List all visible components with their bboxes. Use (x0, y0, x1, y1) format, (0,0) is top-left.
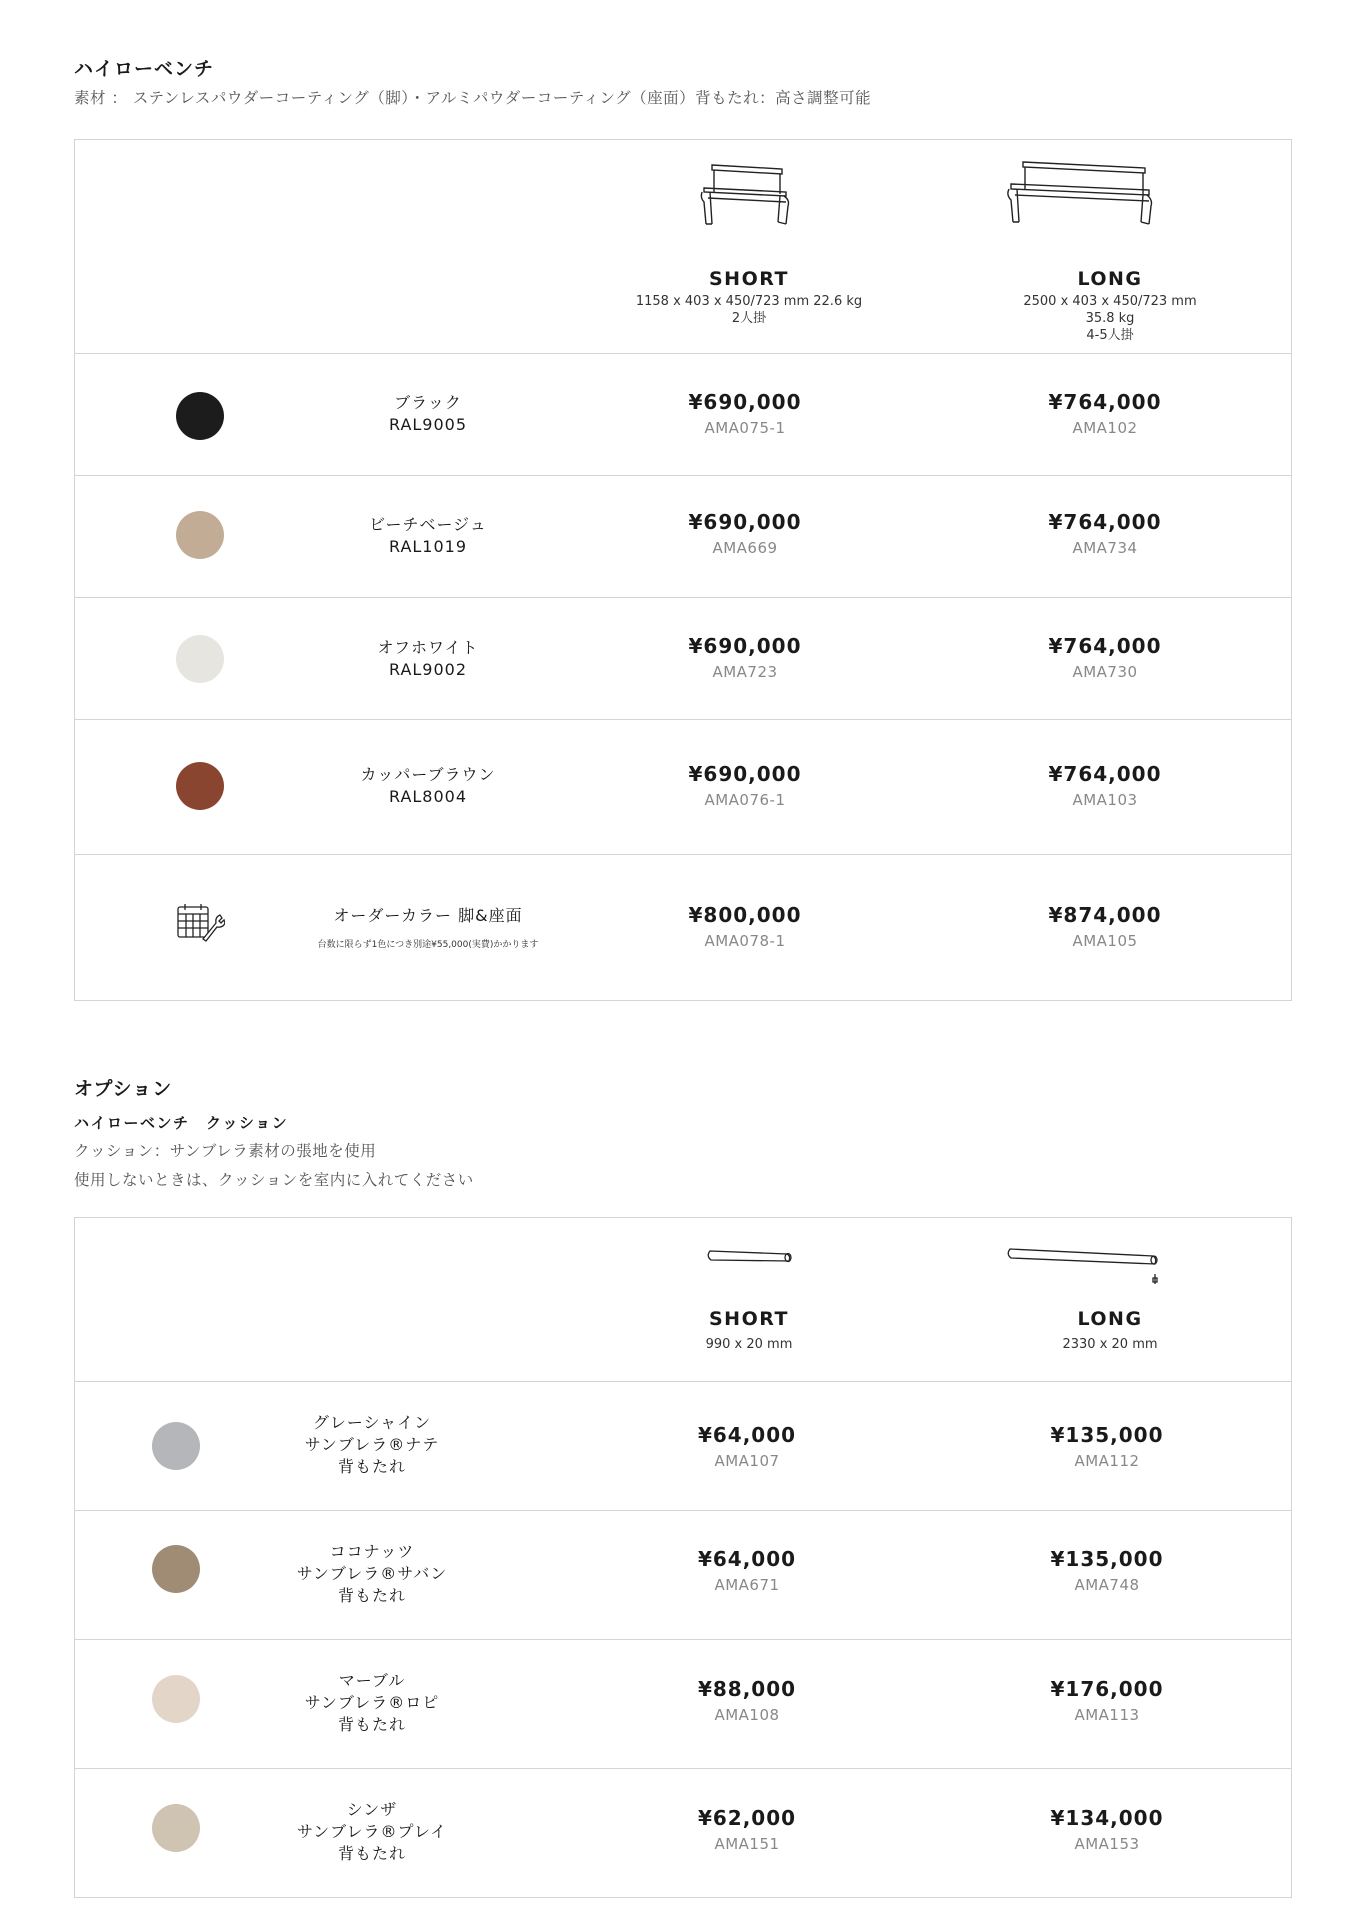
short-spec: 990 x 20 mm (705, 1337, 793, 1352)
fabric-label: マーブル サンブレラ®ロピ 背もたれ (304, 1671, 440, 1734)
long-price-cell: ¥764,000 AMA730 (1048, 634, 1162, 681)
short-cushion-illustration (705, 1248, 795, 1268)
bench-long-header (1020, 268, 1201, 344)
short-label: SHORT (709, 1308, 789, 1330)
long-cushion-illustration (1005, 1246, 1165, 1288)
option-title: オプション (74, 1078, 173, 1100)
short-seats: 2人掛 (731, 311, 767, 326)
custom-color-note: 台数に限らず1色につき別途¥55,000(実費)かかります (317, 940, 539, 950)
color-swatch (176, 762, 224, 810)
short-price-cell: ¥690,000 AMA669 (688, 510, 802, 557)
color-label: オフホワイト RAL9002 (377, 638, 479, 679)
long-seats: 4-5人掛 (1086, 328, 1134, 343)
long-spec: 2500 x 403 x 450/723 mm 35.8 kg (1023, 294, 1197, 326)
short-label: SHORT (709, 268, 789, 290)
table-row (75, 719, 1291, 855)
short-price-cell: ¥690,000 AMA075-1 (688, 390, 802, 437)
table-row (75, 475, 1291, 598)
table-row-custom (75, 854, 1291, 1002)
long-price-cell: ¥135,000 AMA748 (1050, 1547, 1164, 1594)
bench-table (74, 139, 1292, 1001)
short-price-cell: ¥690,000 AMA076-1 (688, 762, 802, 809)
fabric-swatch (152, 1675, 200, 1723)
bench-table-header (75, 140, 1291, 353)
long-price-cell: ¥764,000 AMA103 (1048, 762, 1162, 809)
fabric-label: シンザ サンブレラ®プレイ 背もたれ (296, 1800, 448, 1863)
cushion-short-header (706, 1308, 793, 1353)
table-row (75, 1510, 1291, 1640)
short-price-cell: ¥62,000 AMA151 (697, 1806, 797, 1853)
fabric-swatch (152, 1422, 200, 1470)
fabric-label: ココナッツ サンブレラ®サバン 背もたれ (296, 1542, 448, 1605)
long-price-cell: ¥764,000 AMA734 (1048, 510, 1162, 557)
long-price-cell: ¥874,000 AMA105 (1048, 903, 1162, 950)
short-price-cell: ¥800,000 AMA078-1 (688, 903, 802, 950)
cushion-long-header (1062, 1308, 1157, 1353)
color-swatch (176, 635, 224, 683)
color-label: ビーチベージュ RAL1019 (369, 515, 487, 556)
long-price-cell: ¥135,000 AMA112 (1050, 1423, 1164, 1470)
bench-short-header (636, 268, 862, 327)
option-desc-1: クッション：サンブレラ素材の張地を使用 (74, 1142, 377, 1160)
option-desc-2: 使用しないときは、クッションを室内に入れてください (74, 1171, 474, 1189)
cushion-table-header (75, 1218, 1291, 1381)
color-swatch (176, 511, 224, 559)
long-label: LONG (1077, 268, 1143, 290)
short-price-cell: ¥88,000 AMA108 (697, 1677, 797, 1724)
short-price-cell: ¥64,000 AMA107 (697, 1423, 797, 1470)
table-row (75, 1381, 1291, 1511)
short-price-cell: ¥64,000 AMA671 (697, 1547, 797, 1594)
table-row (75, 597, 1291, 720)
fabric-swatch (152, 1545, 200, 1593)
table-row (75, 353, 1291, 476)
calendar-wrench-icon (175, 901, 225, 945)
cushion-table (74, 1217, 1292, 1898)
option-subtitle: ハイローベンチ クッション (74, 1114, 289, 1132)
bench-material: 素材 ： ステンレスパウダーコーティング（脚）・アルミパウダーコーティング（座面）背もたれ：高さ調整可能 (74, 89, 872, 107)
long-price-cell: ¥176,000 AMA113 (1050, 1677, 1164, 1724)
custom-color-label: オーダーカラー 脚&座面 台数に限らず1色につき別途¥55,000(実費)かかります (317, 906, 539, 950)
fabric-swatch (152, 1804, 200, 1852)
short-price-cell: ¥690,000 AMA723 (688, 634, 802, 681)
fabric-label: グレーシャイン サンブレラ®ナテ 背もたれ (304, 1413, 440, 1476)
long-bench-illustration (1005, 160, 1155, 226)
color-label: カッパーブラウン RAL8004 (360, 765, 496, 806)
long-price-cell: ¥764,000 AMA102 (1048, 390, 1162, 437)
short-bench-illustration (698, 162, 794, 226)
short-spec: 1158 x 403 x 450/723 mm 22.6 kg (635, 294, 863, 309)
bench-title: ハイローベンチ (74, 58, 215, 80)
table-row (75, 1768, 1291, 1899)
table-row (75, 1639, 1291, 1769)
long-label: LONG (1077, 1308, 1143, 1330)
color-swatch (176, 392, 224, 440)
long-price-cell: ¥134,000 AMA153 (1050, 1806, 1164, 1853)
color-label: ブラック RAL9005 (388, 393, 468, 434)
long-spec: 2330 x 20 mm (1062, 1337, 1158, 1352)
